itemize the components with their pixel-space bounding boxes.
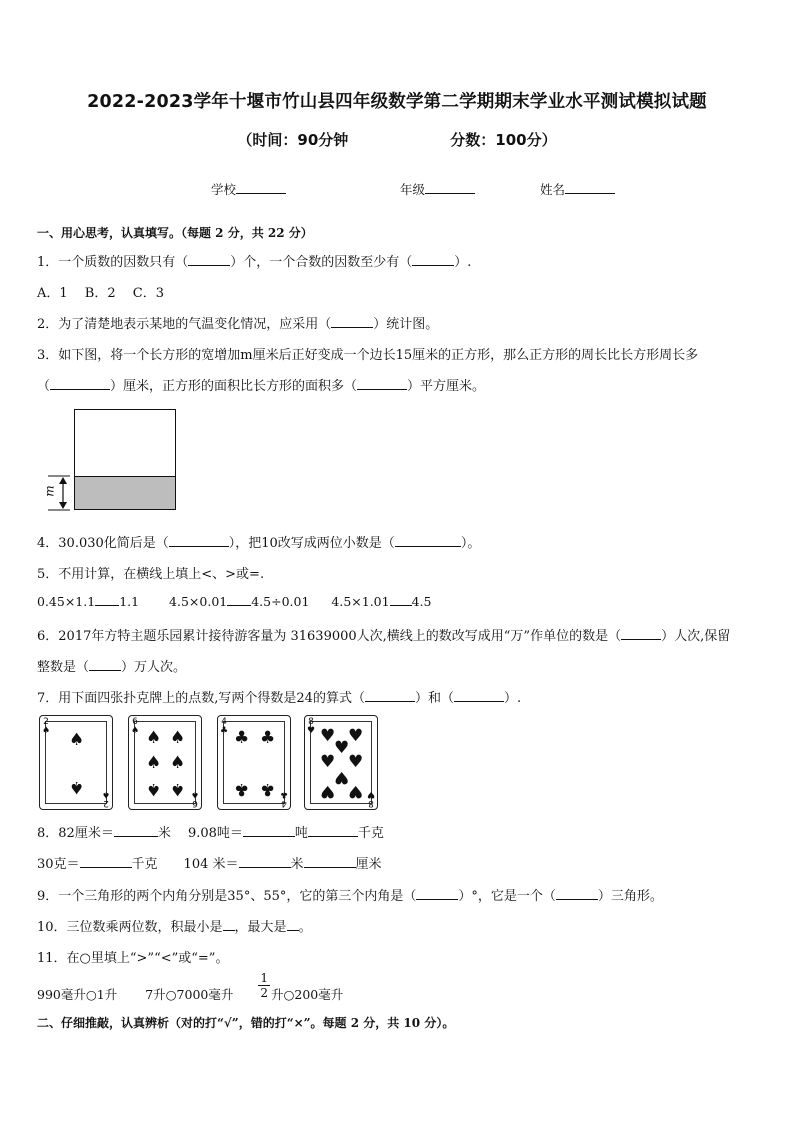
name-field[interactable] [540,180,615,198]
spade-icon: ♠ [146,728,162,748]
q9-blank-1[interactable] [416,888,458,900]
q7-blank-1[interactable] [365,690,415,702]
playing-card-8-hearts: 8 ♥ ♥ ♥ ♥ ♥ ♥ ♥ ♥ ♥ 8 ♥ [304,715,378,810]
q1-blank-1[interactable] [188,254,230,266]
q8-blank-6[interactable] [304,856,356,868]
school-label: 学校 [211,182,237,197]
section2-heading: 二、仔细推敲，认真辨析（对的打“√”，错的打“×”。每题 2 分，共 10 分）。 [37,1016,455,1030]
question-11: 11．在○里填上“>”“<”或“=”。 [37,951,229,966]
student-info-fields [211,180,615,198]
grade-field[interactable] [400,180,475,198]
m-label: m [42,485,57,497]
q5-blank-3[interactable] [390,594,412,606]
page-title: 2022-2023学年十堰市竹山县四年级数学第二学期期末学业水平测试模拟试题 [87,92,707,112]
q10-blank-1[interactable] [223,919,235,931]
playing-card-2-spades: 2 ♠ ♠ ♠ 2 ♠ [39,715,113,810]
q7-blank-2[interactable] [454,690,504,702]
question-6-line2: 整数是（ ）万人次。 [37,660,187,675]
q1-blank-2[interactable] [412,254,454,266]
q5-blank-2[interactable] [227,594,251,606]
section1-heading: 一、用心思考，认真填写。（每题 2 分，共 22 分） [37,226,313,240]
spade-icon: ♠ [69,730,85,750]
grade-label: 年级 [399,182,425,197]
exam-time: （时间：90分钟 [237,131,349,149]
exam-score: 分数：100分） [450,131,557,149]
question-9: 9．一个三角形的两个内角分别是35°、55°，它的第三个内角是（ ）°，它是一个（ ）三角形。 [37,889,663,904]
question-4: 4．30.030化简后是（ ），把10改写成两位小数是（ ）。 [37,536,481,551]
q3-blank-2[interactable] [357,378,407,390]
q10-blank-2[interactable] [287,919,299,931]
q4-blank-2[interactable] [395,535,461,547]
q8-blank-3[interactable] [308,825,358,837]
q11-item-2[interactable]: 7升○7000毫升 [145,987,234,1002]
playing-card-4-clubs: 4 ♣ ♣ ♣ ♣ ♣ 4 ♣ [217,715,291,810]
question-1: 1．一个质数的因数只有（ ）个，一个合数的因数至少有（ ）. [37,255,472,270]
name-label: 姓名 [539,182,565,197]
q5-blank-1[interactable] [95,594,119,606]
q9-blank-2[interactable] [556,888,598,900]
playing-card-6-spades: 6 ♠ ♠ ♠ ♠ ♠ ♠ ♠ 6 ♠ [128,715,202,810]
q1-options: A．1 B．2 C．3 [37,286,164,301]
question-8-line2: 30克＝ 千克 104 米＝ 米 厘米 [37,857,382,872]
q8-blank-1[interactable] [114,825,158,837]
club-icon: ♣ [234,728,250,748]
q8-blank-5[interactable] [239,856,291,868]
school-field[interactable] [211,180,286,198]
added-width-shade [74,476,176,510]
question-6-line1: 6．2017年方特主题乐园累计接待游客量为 31639000人次,横线上的数改写成用“万”作单位的数是（ ）人次,保留 [37,629,731,644]
heart-icon: ♥ [320,726,336,746]
q6-blank-2[interactable] [89,659,121,671]
q11-item-3[interactable]: 升○200毫升 [270,987,344,1002]
question-5: 5．不用计算，在横线上填上<、>或=. [37,567,265,582]
question-3-line1: 3．如下图，将一个长方形的宽增加m厘米后正好变成一个边长15厘米的正方形，那么正方形的周长比长方形周长多 [37,348,699,363]
question-7: 7．用下面四张扑克牌上的点数,写两个得数是24的算式（ ）和（ ）. [37,691,522,706]
question-8-line1: 8．82厘米＝ 米 9.08吨＝ 吨 千克 [37,826,384,841]
question-10: 10．三位数乘两位数，积最小是 ，最大是 。 [37,920,312,935]
question-2: 2．为了清楚地表示某地的气温变化情况，应采用（ ）统计图。 [37,317,439,332]
q11-item-1[interactable]: 990毫升○1升 [37,987,118,1002]
one-half-fraction: $\frac{1}{2}$ [260,971,268,1000]
exam-info [0,129,794,150]
q8-blank-4[interactable] [80,856,132,868]
q6-blank-1[interactable] [621,628,661,640]
q3-blank-1[interactable] [50,378,110,390]
q8-blank-2[interactable] [243,825,295,837]
q11-comparisons [37,971,344,1002]
question-3-line2: （ ）厘米，正方形的面积比长方形的面积多（ ）平方厘米。 [37,379,486,394]
q2-blank[interactable] [331,316,373,328]
q4-blank-1[interactable] [169,535,229,547]
q5-comparisons: 0.45×1.1 1.1 4.5×0.01 4.5÷0.01 4.5×1.01 4.5 [37,594,432,609]
